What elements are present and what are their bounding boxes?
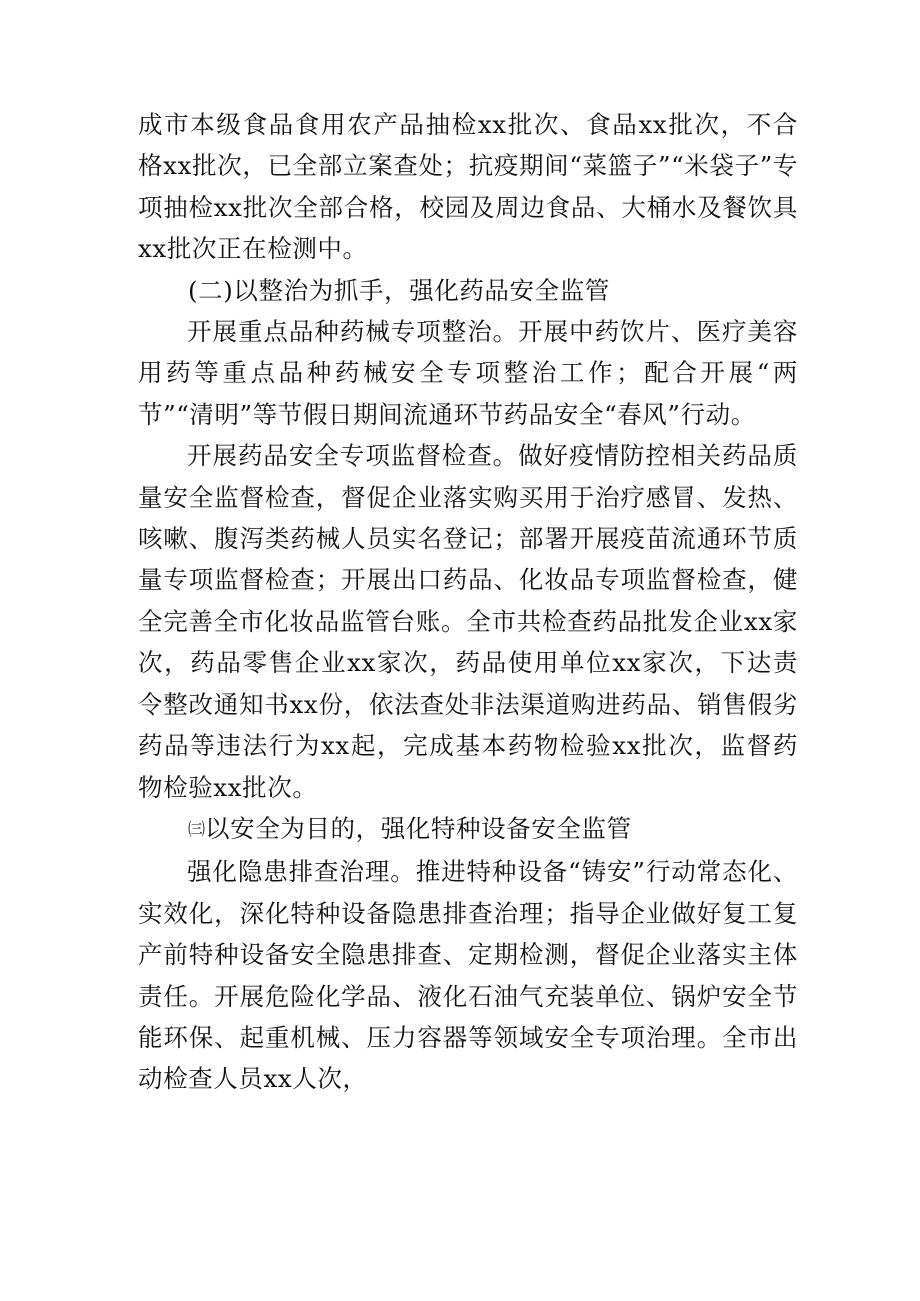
section-number-mark: ㈢ xyxy=(188,819,205,840)
paragraph-hazard-investigation: 强化隐患排查治理。推进特种设备“铸安”行动常态化、实效化，深化特种设备隐患排查治理；指导企业做好复工复产前特种设备安全隐患排查、定期检测，督促企业落实主体责任。开展危险化学品、液化石油气充装单位、锅炉安全节能环保、起重机械、压力容器等领域安全专项治理。全市出动检查人员xx人次， xyxy=(138,857,798,1094)
section-heading-drug-safety: (二)以整治为抓手，强化药品安全监管 xyxy=(188,275,610,305)
section-heading-special-equipment xyxy=(138,808,798,851)
section-heading-text: 以安全为目的，强化特种设备安全监管 xyxy=(205,813,632,843)
paragraph-food-inspection-continued: 成市本级食品食用农产品抽检xx批次、食品xx批次，不合格xx批次，已全部立案查处；抗疫期间“菜篮子”“米袋子”专项抽检xx批次全部合格，校园及周边食品、大桶水及餐饮具xx批次正在检测中。 xyxy=(138,110,798,264)
paragraph-drug-inspection: 开展药品安全专项监督检查。做好疫情防控相关药品质量安全监督检查，督促企业落实购买用于治疗感冒、发热、咳嗽、腹泻类药械人员实名登记；部署开展疫苗流通环节质量专项监督检查；开展出口药品、化妆品专项监督检查，健全完善全市化妆品监管台账。全市共检查药品批发企业xx家次，药品零售企业xx家次，药品使用单位xx家次，下达责令整改通知书xx份，依法查处非法渠道购进药品、销售假劣药品等违法行为xx起，完成基本药物检验xx批次，监督药物检验xx批次。 xyxy=(138,441,798,802)
paragraph-drug-rectification: 开展重点品种药械专项整治。开展中药饮片、医疗美容用药等重点品种药械安全专项整治工作；配合开展“两节”“清明”等节假日期间流通环节药品安全“春风”行动。 xyxy=(138,317,798,429)
document-page xyxy=(138,104,798,1100)
